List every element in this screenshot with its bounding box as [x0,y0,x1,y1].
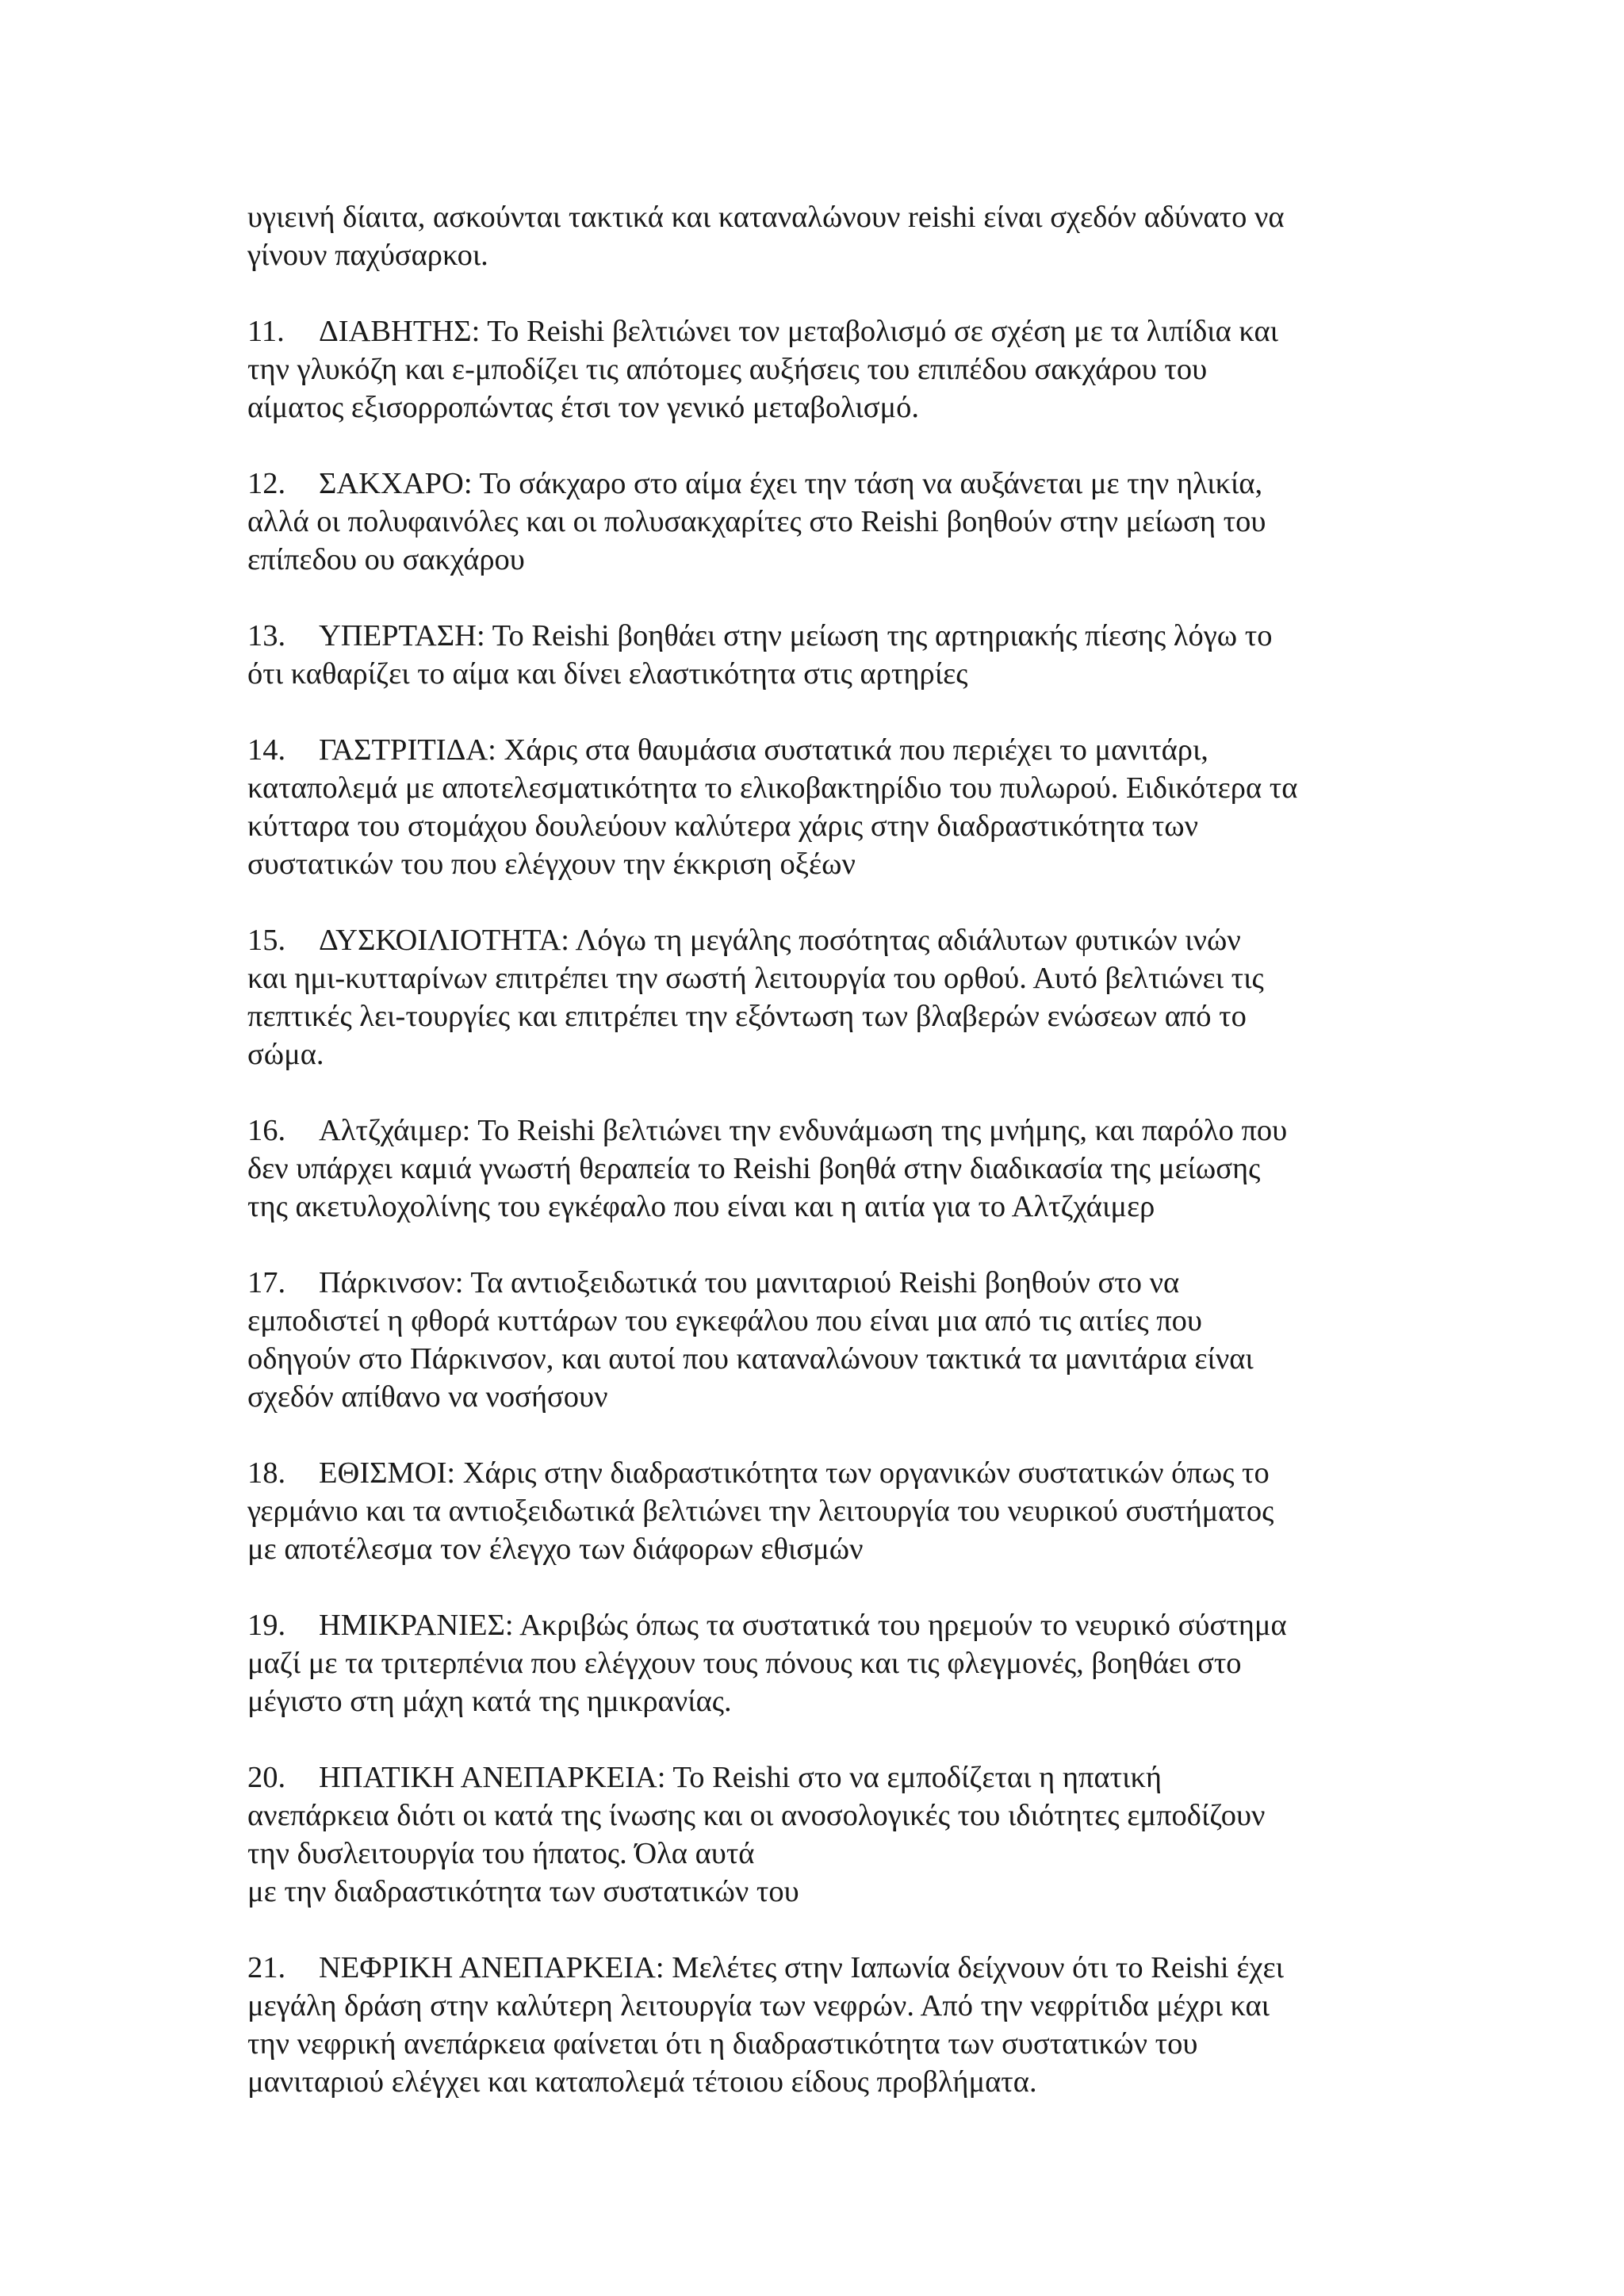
item-number: 12. [247,467,286,500]
item-line: ΕΘΙΣΜΟΙ: Χάρις στην διαδραστικότητα των οργανικών συστατικών όπως το [319,1456,1270,1490]
item-line: πεπτικές λει-τουργίες και επιτρέπει την εξόντωση των βλαβερών ενώσεων από το [247,1000,1247,1033]
item-line: μέγιστο στη μάχη κατά της ημικρανίας. [247,1685,732,1718]
item-line: ΔΙΑΒΗΤΗΣ: Το Reishi βελτιώνει τον μεταβολισμό σε σχέση με τα λιπίδια και [319,315,1279,348]
item-line: συστατικών του που ελέγχουν την έκκριση οξέων [247,848,856,881]
list-item-20 [247,1758,1397,1911]
item-number: 14. [247,733,286,767]
list-item-18 [247,1454,1397,1568]
list-item-15 [247,921,1397,1073]
list-item-14 [247,731,1397,883]
item-line: αίματος εξισορροπώντας έτσι τον γενικό μεταβολισμό. [247,391,919,424]
item-line: σχεδόν απίθανο να νοσήσουν [247,1380,608,1414]
item-line: μαζί με τα τριτερπένια που ελέγχουν τους πόνους και τις φλεγμονές, βοηθάει στο [247,1647,1242,1680]
item-line: ΗΜΙΚΡΑΝΙΕΣ: Ακριβώς όπως τα συστατικά του ηρεμούν το νευρικό σύστημα [319,1609,1287,1642]
item-line: κύτταρα του στομάχου δουλεύουν καλύτερα χάρις στην διαδραστικότητα των [247,809,1198,843]
item-line: ΓΑΣΤΡΙΤΙΔΑ: Χάρις στα θαυμάσια συστατικά που περιέχει το μανιτάρι, [319,733,1208,767]
item-line: την γλυκόζη και ε-μποδίζει τις απότομες αυξήσεις του επιπέδου σακχάρου του [247,353,1208,386]
item-number: 13. [247,619,286,652]
item-line: καταπολεμά με αποτελεσματικότητα το ελικοβακτηρίδιο του πυλωρού. Ειδικότερα τα [247,771,1298,805]
item-line: μανιταριού ελέγχει και καταπολεμά τέτοιου είδους προβλήματα. [247,2065,1037,2099]
item-line: την δυσλειτουργία του ήπατος. Όλα αυτά [247,1837,755,1870]
item-line: με αποτέλεσμα τον έλεγχο των διάφορων εθισμών [247,1533,864,1566]
item-number: 16. [247,1114,286,1147]
item-line: με την διαδραστικότητα των συστατικών του [247,1875,799,1908]
item-number: 18. [247,1456,286,1490]
intro-line: γίνουν παχύσαρκοι. [247,239,488,272]
item-line: ότι καθαρίζει το αίμα και δίνει ελαστικότητα στις αρτηρίες [247,657,968,691]
intro-paragraph [247,198,1397,274]
item-number: 15. [247,924,286,957]
item-line: οδηγούν στο Πάρκινσον, και αυτοί που καταναλώνουν τακτικά τα μανιτάρια είναι [247,1342,1254,1376]
item-line: γερμάνιο και τα αντιοξειδωτικά βελτιώνει την λειτουργία του νευρικού συστήματος [247,1494,1274,1528]
item-line: της ακετυλοχολίνης του εγκέφαλο που είναι και η αιτία για το Αλτζχάιμερ [247,1190,1155,1223]
list-item-17 [247,1264,1397,1416]
item-line: ανεπάρκεια διότι οι κατά της ίνωσης και οι ανοσολογικές του ιδιότητες εμποδίζουν [247,1799,1266,1832]
item-line: δεν υπάρχει καμιά γνωστή θεραπεία το Reishi βοηθά στην διαδικασία της μείωσης [247,1152,1261,1185]
list-item-16 [247,1112,1397,1226]
item-line: μεγάλη δράση στην καλύτερη λειτουργία των νεφρών. Από την νεφρίτιδα μέχρι και [247,1989,1270,2022]
list-item-21 [247,1949,1397,2101]
item-number: 21. [247,1951,286,1984]
list-item-11 [247,312,1397,427]
item-line: ΣΑΚΧΑΡΟ: Το σάκχαρο στο αίμα έχει την τάση να αυξάνεται με την ηλικία, [319,467,1263,500]
item-line: ΗΠΑΤΙΚΗ ΑΝΕΠΑΡΚΕΙΑ: Το Reishi στο να εμποδίζεται η ηπατική [319,1761,1162,1794]
item-number: 19. [247,1609,286,1642]
item-line: σώμα. [247,1038,324,1071]
item-number: 11. [247,315,285,348]
item-line: εμποδιστεί η φθορά κυττάρων του εγκεφάλου που είναι μια από τις αιτίες που [247,1304,1202,1337]
intro-line: υγιεινή δίαιτα, ασκούνται τακτικά και καταναλώνουν reishi είναι σχεδόν αδύνατο να [247,201,1285,234]
item-line: επίπεδου ου σακχάρου [247,543,525,576]
list-item-13 [247,617,1397,693]
item-line: την νεφρική ανεπάρκεια φαίνεται ότι η διαδραστικότητα των συστατικών του [247,2027,1198,2061]
item-line: και ημι-κυτταρίνων επιτρέπει την σωστή λειτουργία του ορθού. Αυτό βελτιώνει τις [247,962,1264,995]
item-number: 17. [247,1266,286,1299]
item-line: αλλά οι πολυφαινόλες και οι πολυσακχαρίτες στο Reishi βοηθούν στην μείωση του [247,505,1266,538]
item-line: Αλτζχάιμερ: Το Reishi βελτιώνει την ενδυνάμωση της μνήμης, και παρόλο που [319,1114,1288,1147]
item-line: ΥΠΕΡΤΑΣΗ: Το Reishi βοηθάει στην μείωση της αρτηριακής πίεσης λόγω το [319,619,1273,652]
item-line: ΝΕΦΡΙΚΗ ΑΝΕΠΑΡΚΕΙΑ: Μελέτες στην Ιαπωνία δείχνουν ότι το Reishi έχει [319,1951,1285,1984]
list-item-12 [247,465,1397,579]
list-item-19 [247,1606,1397,1720]
item-number: 20. [247,1761,286,1794]
item-line: ΔΥΣΚΟΙΛΙΟΤΗΤΑ: Λόγω τη μεγάλης ποσότητας αδιάλυτων φυτικών ινών [319,924,1241,957]
document-body [247,198,1397,2139]
item-line: Πάρκινσον: Τα αντιοξειδωτικά του μανιταριού Reishi βοηθούν στο να [319,1266,1180,1299]
